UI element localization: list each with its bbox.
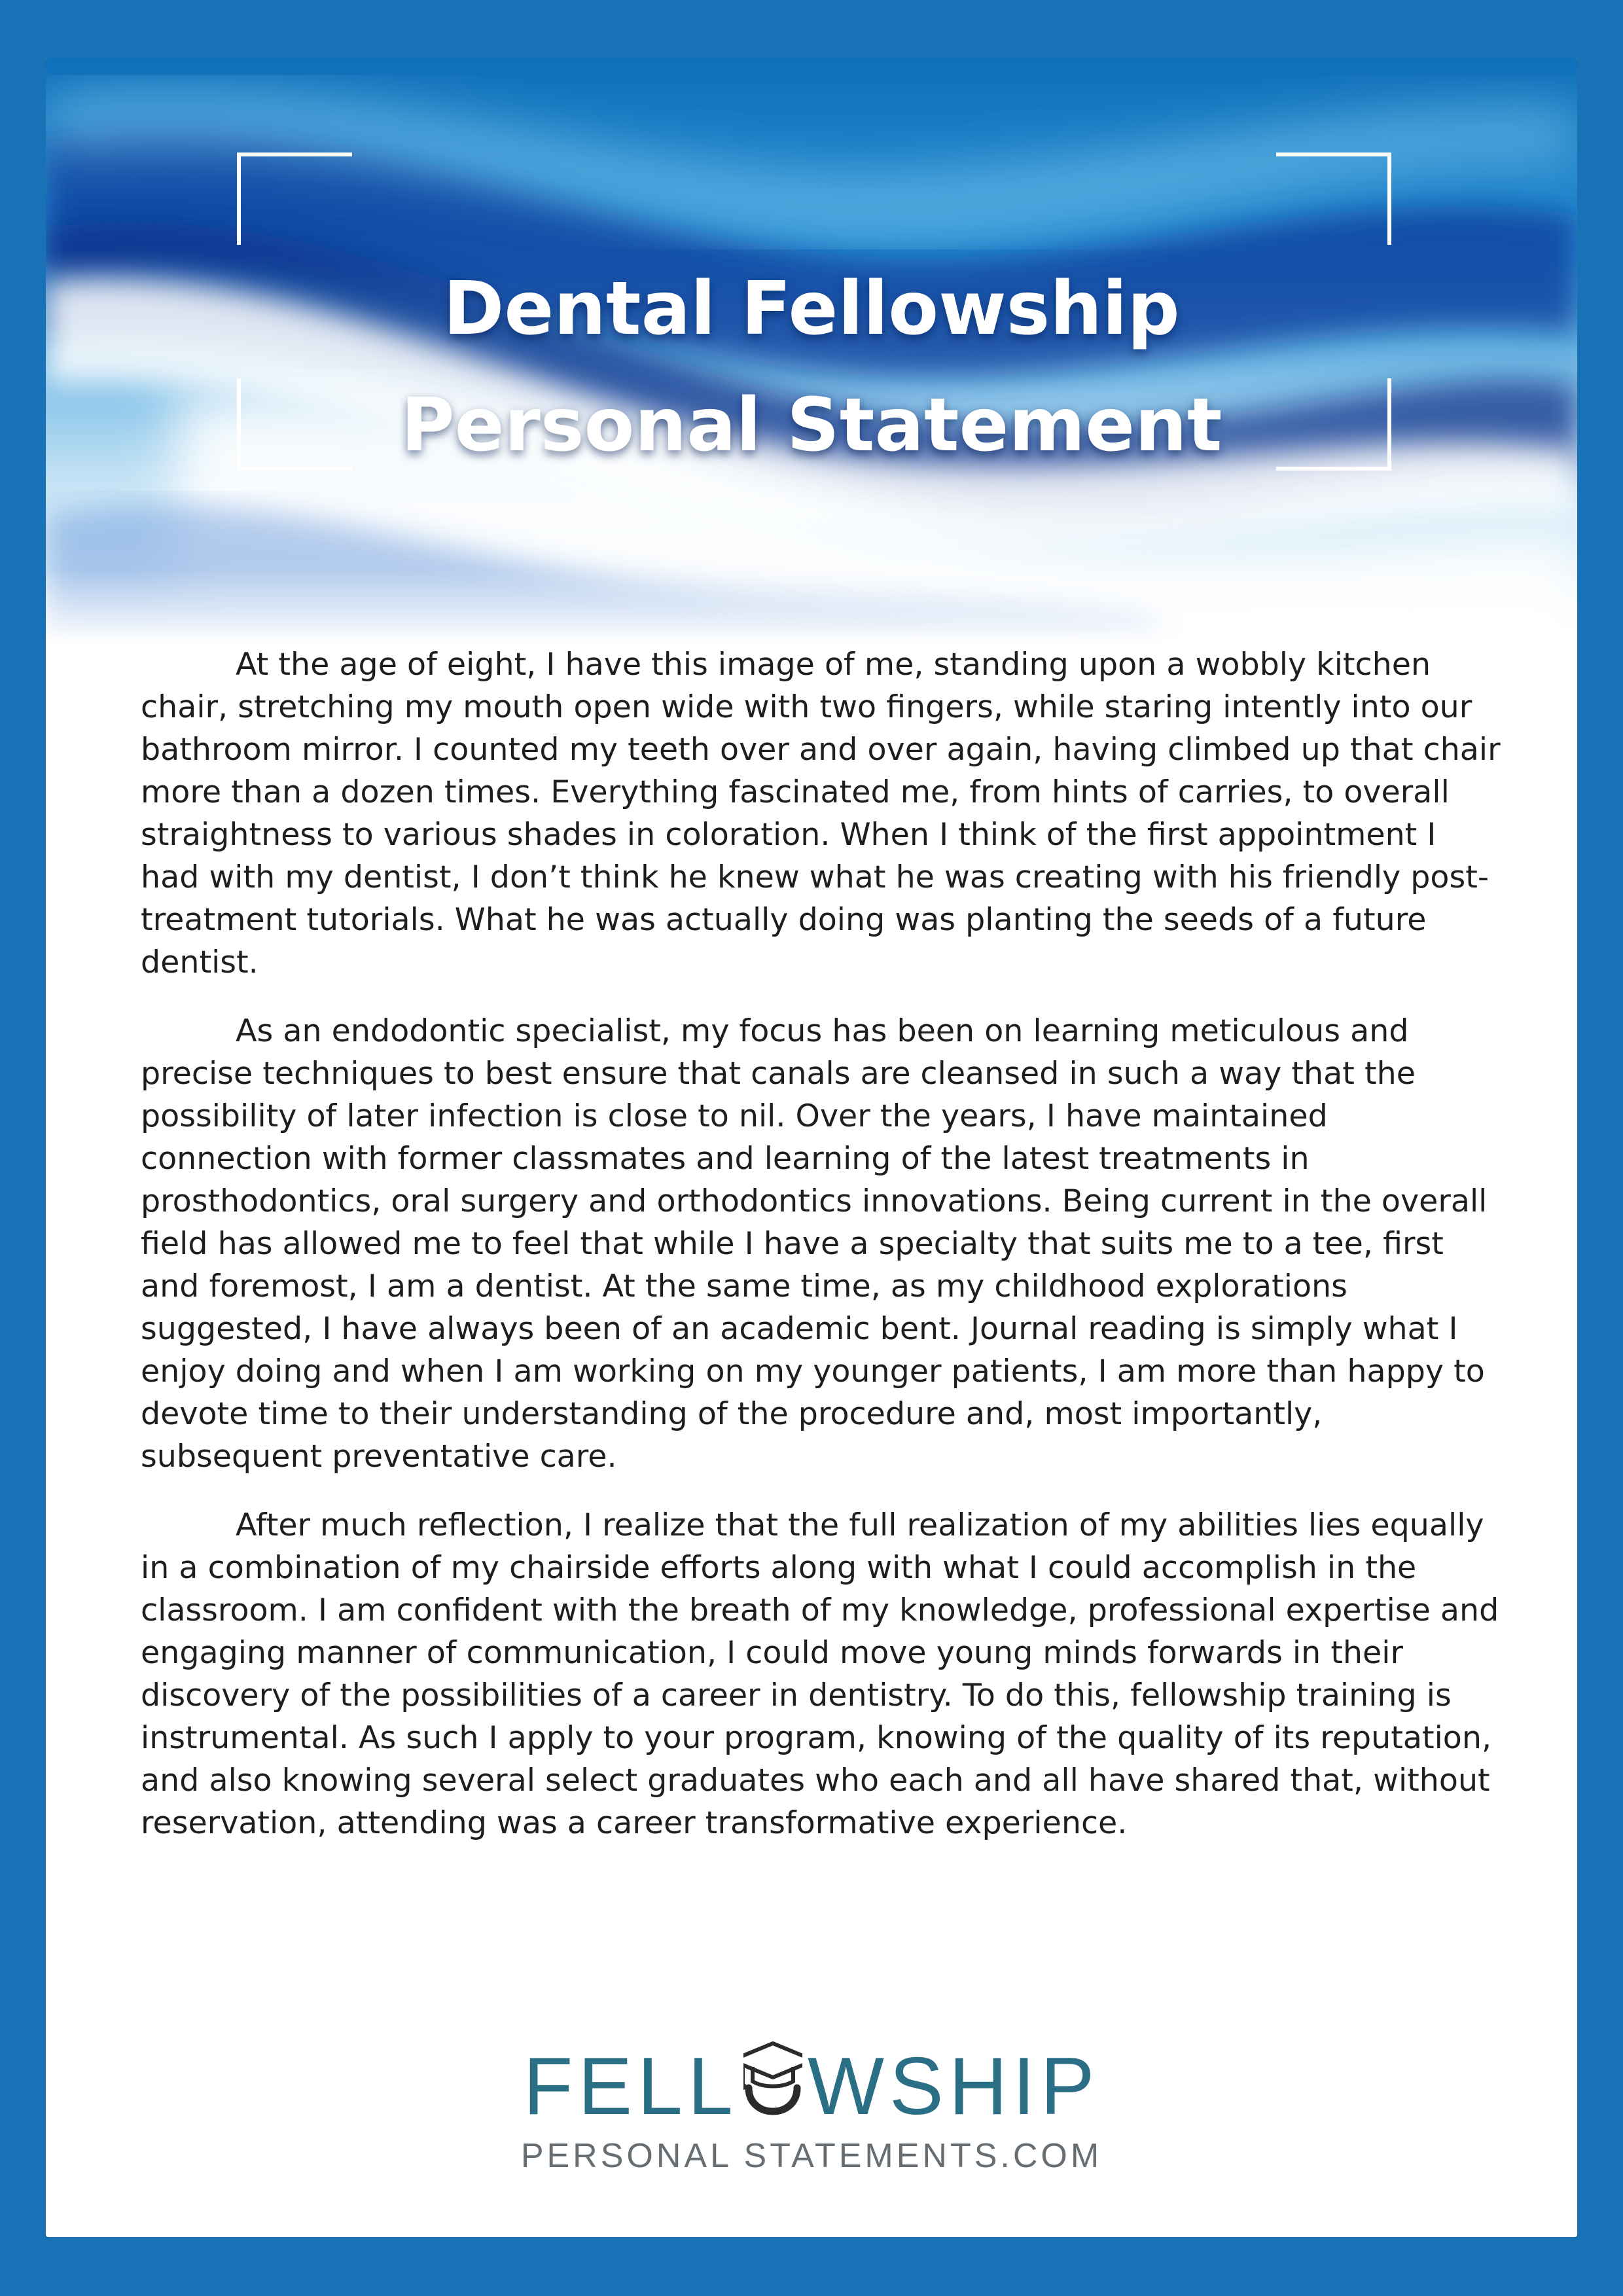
paragraph-3: After much reflection, I realize that the full realization of my abilities lies equally in a combination of my chairside efforts along with what I could accomplish in the classroom. I am confident with the breath of my knowledge, professional expertise and engaging manner of communication, I could move young minds forwards in their discovery of the possibilities of a career in dentistry. To do this, fellowship training is instrumental. As such I apply to your program, knowing of the quality of its reputation, and also knowing several select graduates who each and all have shared that, without reservation, attending was a career transformative experience. [141,1507,1499,1841]
page-title [46,251,1577,484]
logo-text-right: WSHIP [807,2041,1100,2132]
company-logo [46,2041,1577,2176]
frame-corner-top-right [1276,152,1391,245]
logo-subtitle: PERSONAL STATEMENTS.COM [520,2137,1103,2175]
document-page [46,58,1577,2237]
graduation-cap-icon [743,2041,802,2132]
statement-body [141,643,1502,1871]
title-line-1: Dental Fellowship [443,266,1180,351]
paragraph-2: As an endodontic specialist, my focus has been on learning meticulous and precise techniques to best ensure that canals are cleansed in such a way that the possibility of later infection is close to nil. Over the years, I have maintained connection with former classmates and learning of the latest treatments in prosthodontics, oral surgery and orthodontics innovations. Being current in the overall field has allowed me to feel that while I have a specialty that suits me to a tee, first and foremost, I am a dentist. At the same time, as my childhood explorations suggested, I have always been of an academic bent. Journal reading is simply what I enjoy doing and when I am working on my younger patients, I am more than happy to devote time to their understanding of the procedure and, most importantly, subsequent preventative care. [141,1013,1488,1475]
title-line-2: Personal Statement [401,383,1222,468]
paragraph-1: At the age of eight, I have this image of me, standing upon a wobbly kitchen chair, stretching my mouth open wide with two fingers, while staring intently into our bathroom mirror. I counted my teeth over and over again, having climbed up that chair more than a dozen times. Everything fascinated me, from hints of carries, to overall straightness to various shades in coloration. When I think of the first appointment I had with my dentist, I don’t think he knew what he was creating with his friendly post-treatment tutorials. What he was actually doing was planting the seeds of a future dentist. [141,647,1501,980]
logo-text-left: FELL [523,2041,738,2132]
frame-corner-top-left [237,152,352,245]
logo-wordmark [524,2041,1100,2132]
